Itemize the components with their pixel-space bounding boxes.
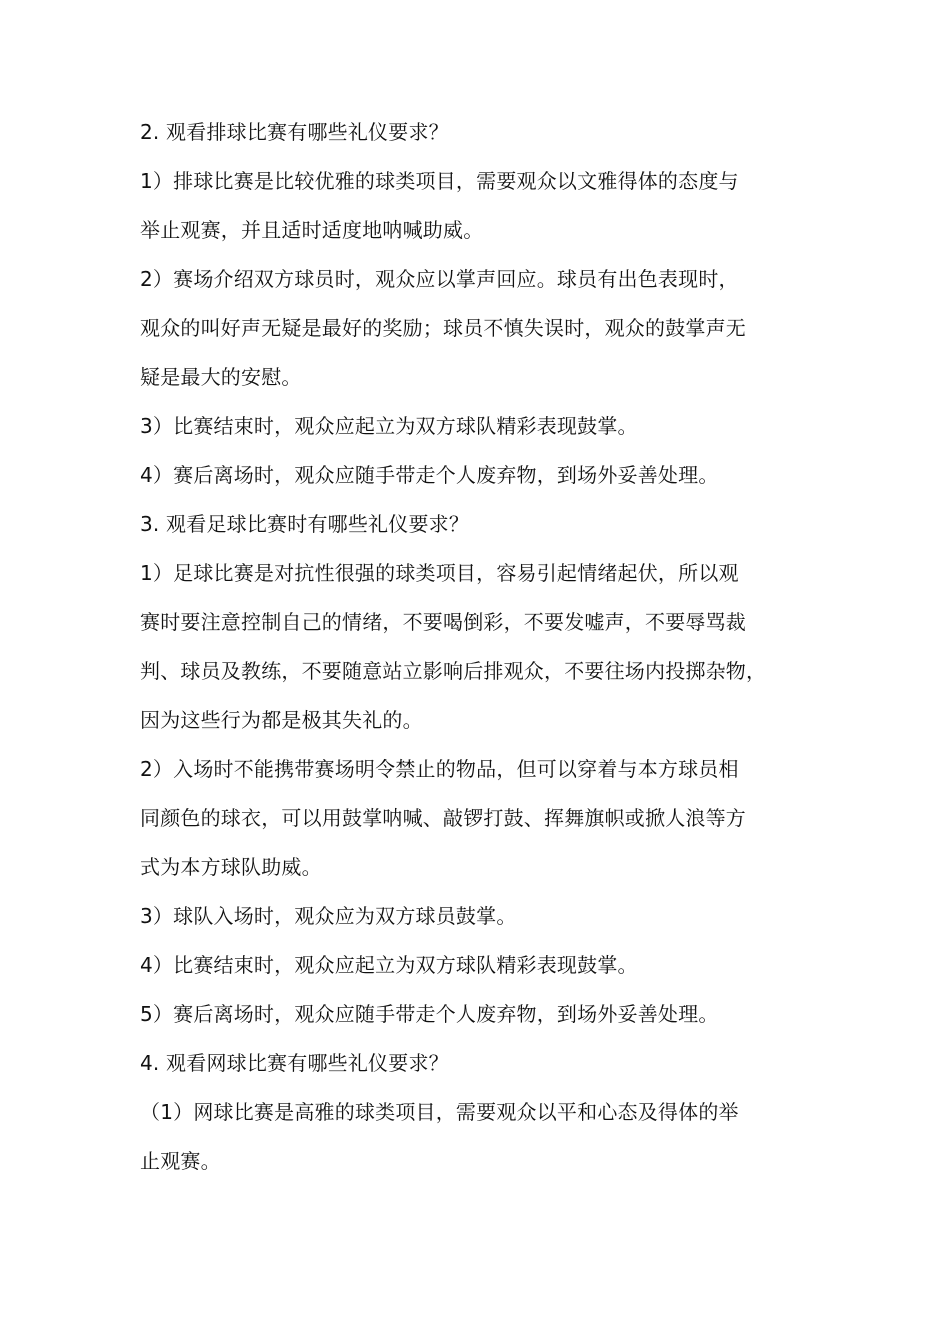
section-heading-volleyball: 2. 观看排球比赛有哪些礼仪要求？ [140,120,449,144]
section-heading-football: 3. 观看足球比赛时有哪些礼仪要求？ [140,512,470,536]
text-line: 2）赛场介绍双方球员时，观众应以掌声回应。球员有出色表现时， [140,267,739,291]
text-line: 3）比赛结束时，观众应起立为双方球队精彩表现鼓掌。 [140,414,638,438]
text-line: 止观赛。 [140,1149,221,1173]
text-line: 赛时要注意控制自己的情绪，不要喝倒彩，不要发嘘声，不要辱骂裁 [140,610,746,634]
text-line: 5）赛后离场时，观众应随手带走个人废弃物，到场外妥善处理。 [140,1002,719,1026]
text-line: 4）比赛结束时，观众应起立为双方球队精彩表现鼓掌。 [140,953,638,977]
text-line: 疑是最大的安慰。 [140,365,302,389]
text-line: （1）网球比赛是高雅的球类项目，需要观众以平和心态及得体的举 [140,1100,739,1124]
section-heading-tennis: 4. 观看网球比赛有哪些礼仪要求？ [140,1051,449,1075]
text-line: 1）排球比赛是比较优雅的球类项目，需要观众以文雅得体的态度与 [140,169,739,193]
text-line: 式为本方球队助威。 [140,855,322,879]
text-line: 举止观赛，并且适时适度地呐喊助威。 [140,218,484,242]
text-line: 因为这些行为都是极其失礼的。 [140,708,423,732]
text-line: 2）入场时不能携带赛场明令禁止的物品，但可以穿着与本方球员相 [140,757,739,781]
text-line: 4）赛后离场时，观众应随手带走个人废弃物，到场外妥善处理。 [140,463,719,487]
text-line: 观众的叫好声无疑是最好的奖励；球员不慎失误时，观众的鼓掌声无 [140,316,746,340]
document-body [140,120,830,1198]
text-line: 3）球队入场时，观众应为双方球员鼓掌。 [140,904,517,928]
text-line: 判、球员及教练，不要随意站立影响后排观众，不要往场内投掷杂物， [140,659,767,683]
text-line: 1）足球比赛是对抗性很强的球类项目，容易引起情绪起伏，所以观 [140,561,739,585]
text-line: 同颜色的球衣，可以用鼓掌呐喊、敲锣打鼓、挥舞旗帜或掀人浪等方 [140,806,746,830]
